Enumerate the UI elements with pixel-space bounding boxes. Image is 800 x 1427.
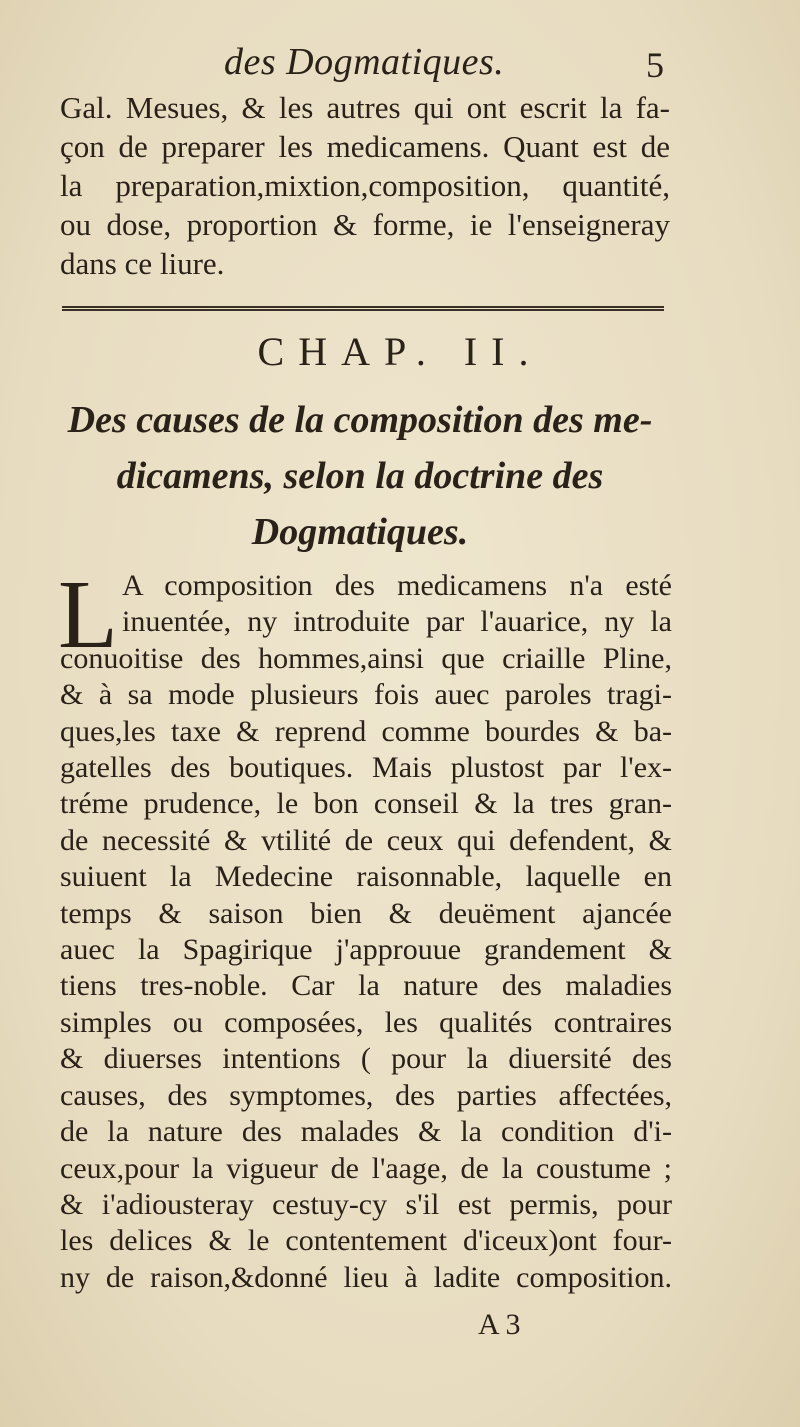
- body-line: tiens tres-noble. Car la nature des maladies: [60, 969, 672, 1003]
- signature-mark: A 3: [478, 1308, 521, 1341]
- chapter-title-line: Des causes de la composition des me-: [67, 399, 653, 441]
- body-line: causes, des symptomes, des parties affectées,: [60, 1078, 672, 1112]
- chapter-heading: CHAP. II.: [257, 329, 543, 374]
- body-line: ques,les taxe & reprend comme bourdes & ba-: [60, 714, 672, 748]
- body-line: ny de raison,&donné lieu à ladite composition.: [60, 1260, 672, 1294]
- body-paragraph: [58, 561, 672, 1296]
- body-line: de necessité & vtilité de ceux qui defendent, &: [60, 823, 672, 857]
- body-line: A composition des medicamens n'a esté: [122, 569, 672, 602]
- page-number: 5: [646, 45, 664, 85]
- body-line: & diuerses intentions ( pour la diuersité des: [60, 1042, 672, 1076]
- body-line: & à sa mode plusieurs fois auec paroles tragi-: [60, 678, 672, 712]
- body-line: tréme prudence, le bon conseil & la tres gran-: [60, 787, 672, 821]
- running-title: des Dogmatiques.: [224, 41, 505, 83]
- intro-paragraph: [60, 88, 670, 283]
- drop-cap: L: [58, 561, 118, 669]
- body-line: conuoitise des hommes,ainsi que criaille Pline,: [60, 641, 672, 675]
- body-line: les delices & le contentement d'iceux)ont four-: [60, 1224, 672, 1258]
- body-line: temps & saison bien & deuëment ajancée: [60, 896, 672, 930]
- body-line: & i'adiousteray cestuy-cy s'il est permis, pour: [60, 1187, 672, 1221]
- body-line: de la nature des malades & la condition d'i-: [60, 1115, 672, 1149]
- running-head: [0, 40, 800, 90]
- intro-line: çon de preparer les medicamens. Quant est de: [60, 129, 670, 164]
- body-line: suiuent la Medecine raisonnable, laquelle en: [60, 860, 672, 894]
- body-line: ceux,pour la vigueur de l'aage, de la coustume ;: [60, 1151, 672, 1185]
- body-line: gatelles des boutiques. Mais plustost par l'ex-: [60, 751, 672, 785]
- intro-line: Gal. Mesues, & les autres qui ont escrit la fa-: [60, 90, 670, 125]
- chapter-title: [40, 392, 680, 560]
- intro-line: dans ce liure.: [60, 246, 225, 281]
- intro-line: la preparation,mixtion,composition, quantité,: [60, 168, 670, 203]
- section-divider-rule: [62, 306, 664, 311]
- chapter-title-line: dicamens, selon la doctrine des: [116, 455, 604, 497]
- body-line: simples ou composées, les qualités contraires: [60, 1005, 672, 1039]
- chapter-title-line: Dogmatiques.: [251, 511, 469, 553]
- body-line: inuentée, ny introduite par l'auarice, ny la: [122, 605, 672, 639]
- body-line: auec la Spagirique j'approuue grandement &: [60, 933, 672, 967]
- intro-line: ou dose, proportion & forme, ie l'enseigneray: [60, 207, 670, 242]
